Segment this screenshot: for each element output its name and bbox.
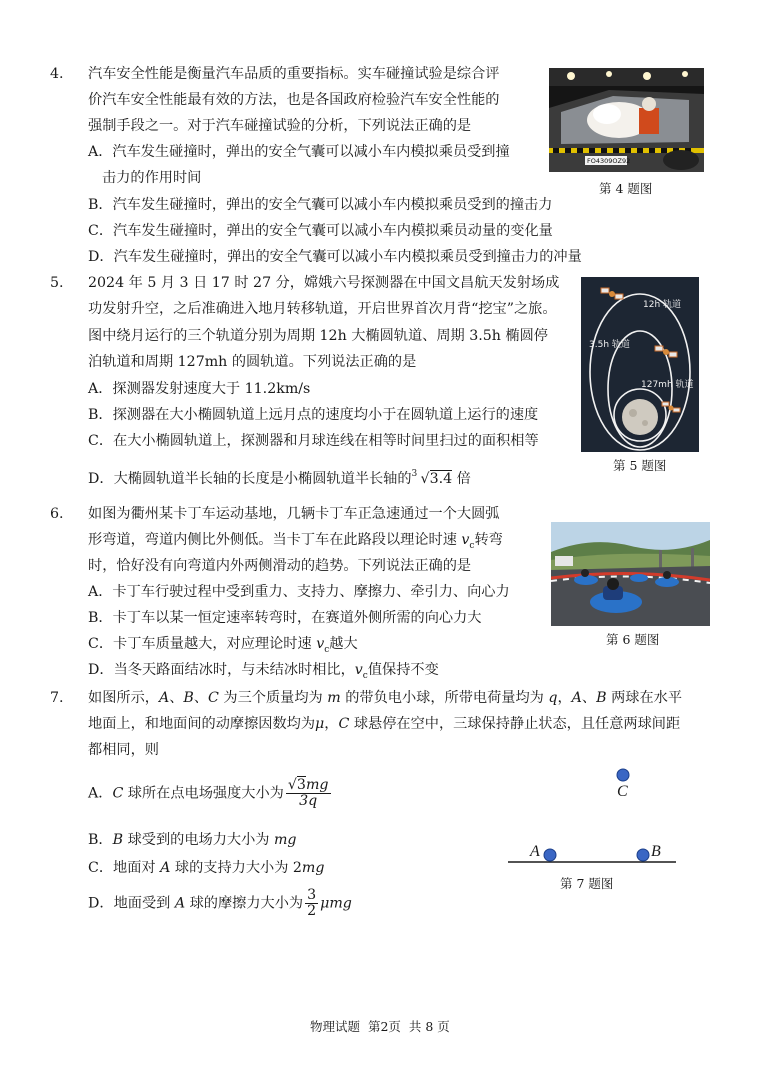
stem-text: 的带负电小球，所带电荷量均为 bbox=[340, 690, 549, 706]
radical-sign: √ bbox=[420, 471, 430, 487]
denominator: 3q bbox=[299, 793, 318, 809]
velocity-symbol: v bbox=[354, 662, 363, 678]
ball-label: A bbox=[160, 860, 171, 876]
stem-text: 球悬停在空中，三球保持静止状态，且任意两球间距 bbox=[349, 716, 681, 732]
option-d bbox=[88, 467, 471, 491]
fraction-numerator: 3 bbox=[307, 887, 317, 903]
stem-text: 、 bbox=[169, 690, 184, 706]
question-stem: 图中绕月运行的三个轨道分别为周期 12h 大椭圆轨道、周期 3.5h 椭圆停 bbox=[88, 328, 548, 344]
option-a bbox=[88, 778, 333, 809]
field-strength-fraction bbox=[286, 778, 331, 809]
question-stem: 时，恰好没有向弯道内外两侧滑动的趋势。下列说法正确的是 bbox=[88, 558, 472, 574]
question-stem: 强制手段之一。对于汽车碰撞试验的分析，下列说法正确的是 bbox=[88, 118, 472, 134]
option-b: B．卡丁车以某一恒定速率转弯时，在赛道外侧所需的向心力大 bbox=[88, 610, 482, 626]
figure-caption: 第 4 题图 bbox=[599, 181, 653, 196]
ball-a bbox=[544, 849, 556, 861]
mass-symbol: m bbox=[327, 690, 341, 706]
ball-b bbox=[637, 849, 649, 861]
force-value: mg bbox=[301, 860, 325, 876]
option-d: D．汽车发生碰撞时，弹出的安全气囊可以减小车内模拟乘员受到撞击力的冲量 bbox=[88, 249, 582, 265]
ball-label: C bbox=[208, 690, 219, 706]
crash-test-photo bbox=[549, 68, 704, 172]
option-d-text: 球的摩擦力大小为 bbox=[185, 895, 304, 912]
option-label: B． bbox=[88, 832, 113, 848]
question-stem bbox=[88, 712, 680, 736]
figure-caption: 第 5 题图 bbox=[613, 458, 667, 473]
root-index: 3 bbox=[411, 469, 418, 479]
ball-label: A bbox=[174, 895, 186, 912]
option-d-suffix: 倍 bbox=[456, 471, 471, 487]
option-c: C．汽车发生碰撞时，弹出的安全气囊可以减小车内模拟乘员动量的变化量 bbox=[88, 223, 553, 239]
velocity-subscript: c bbox=[362, 670, 368, 681]
orbit-figure bbox=[581, 277, 699, 452]
question-stem: 功发射升空，之后准确进入地月转移轨道，开启世界首次月背“挖宝”之旅。 bbox=[88, 301, 557, 317]
stem-text: 、 bbox=[193, 690, 209, 706]
option-label: A． bbox=[88, 785, 113, 802]
option-b: B．探测器在大小椭圆轨道上远月点的速度均小于在圆轨道上运行的速度 bbox=[88, 407, 539, 423]
orbit-label-12h: 12h 轨道 bbox=[643, 300, 682, 310]
force-value: μmg bbox=[320, 895, 352, 912]
stem-text: 两球在水平 bbox=[606, 690, 683, 706]
option-d-text: D．当冬天路面结冰时，与未结冰时相比， bbox=[88, 662, 355, 678]
option-a: A．汽车发生碰撞时，弹出的安全气囊可以减小车内模拟乘员受到撞 bbox=[88, 144, 510, 160]
option-b: B．汽车发生碰撞时，弹出的安全气囊可以减小车内模拟乘员受到的撞击力 bbox=[88, 197, 553, 213]
option-c-text: C．地面对 bbox=[88, 860, 161, 876]
stem-text: 、 bbox=[581, 690, 597, 706]
question-number: 6. bbox=[50, 506, 64, 522]
stem-text: 如图所示， bbox=[88, 690, 159, 706]
friction-fraction bbox=[305, 888, 318, 919]
numerator-var: mg bbox=[305, 777, 329, 793]
velocity-subscript: c bbox=[469, 540, 475, 551]
option-b-text: 球受到的电场力大小为 bbox=[123, 832, 274, 848]
kart-track-photo bbox=[551, 522, 710, 626]
question-stem bbox=[88, 686, 682, 710]
ball-label: A bbox=[571, 690, 582, 706]
question-number: 4. bbox=[50, 66, 64, 82]
sqrt-sign: √ bbox=[287, 777, 297, 793]
question-stem: 2024 年 5 月 3 日 17 时 27 分，嫦娥六号探测器在中国文昌航天发射场成 bbox=[88, 275, 560, 291]
ball-label-c: C bbox=[617, 783, 628, 800]
fraction-denominator: 2 bbox=[307, 903, 317, 919]
option-d-suffix: 值保持不变 bbox=[367, 662, 439, 678]
stem-text: 转弯 bbox=[474, 532, 503, 548]
option-c-text: 球的支持力大小为 2 bbox=[170, 860, 302, 876]
cube-root bbox=[412, 467, 453, 491]
question-stem: 汽车安全性能是衡量汽车品质的重要指标。实车碰撞试验是综合评 bbox=[88, 66, 500, 82]
option-c-text: C．卡丁车质量越大，对应理论时速 bbox=[88, 636, 312, 652]
ball-c bbox=[617, 769, 629, 781]
option-a-text: 球所在点电场强度大小为 bbox=[123, 785, 284, 802]
option-d-text: D．地面受到 bbox=[88, 895, 175, 912]
option-a: A．卡丁车行驶过程中受到重力、支持力、摩擦力、牵引力、向心力 bbox=[88, 584, 510, 600]
option-d bbox=[88, 658, 439, 688]
root-argument: 3 bbox=[296, 777, 306, 793]
option-a-continuation: 击力的作用时间 bbox=[102, 170, 202, 186]
option-d-text: D．大椭圆轨道半长轴的长度是小椭圆轨道半长轴的 bbox=[88, 471, 412, 487]
ball-label: C bbox=[338, 716, 350, 732]
stem-text: 为三个质量均为 bbox=[218, 690, 328, 706]
question-stem: 泊轨道和周期 127mh 的圆轨道。下列说法正确的是 bbox=[88, 354, 417, 370]
root-argument: 3.4 bbox=[429, 471, 453, 487]
option-d bbox=[88, 888, 352, 919]
option-b bbox=[88, 828, 297, 852]
orbit-label-3-5h: 3.5h 轨道 bbox=[589, 340, 630, 350]
ball-label-a: A bbox=[530, 843, 540, 860]
ball-label: C bbox=[112, 785, 124, 802]
question-number: 7. bbox=[50, 690, 64, 706]
friction-symbol: μ bbox=[315, 716, 325, 732]
ball-label: B bbox=[183, 690, 194, 706]
stem-text: 地面上，和地面间的动摩擦因数均为 bbox=[88, 716, 316, 732]
question-number: 5. bbox=[50, 275, 64, 291]
force-value: mg bbox=[273, 832, 297, 848]
photo-plate-text: FO4309OZ92 bbox=[587, 157, 631, 165]
velocity-subscript: c bbox=[324, 644, 330, 655]
stem-text: ， bbox=[557, 690, 572, 706]
orbit-label-127mh: 127mh 轨道 bbox=[641, 380, 694, 390]
option-c bbox=[88, 856, 324, 880]
ball-label: B bbox=[596, 690, 607, 706]
figure-caption: 第 7 题图 bbox=[560, 876, 614, 891]
figure-caption: 第 6 题图 bbox=[606, 632, 660, 647]
charge-figure bbox=[500, 760, 690, 890]
page-footer: 物理试题 第2页 共 8 页 bbox=[310, 1019, 450, 1034]
stem-text: 形弯道，弯道内侧比外侧低。当卡丁车在此路段以理论时速 bbox=[88, 532, 457, 548]
question-stem: 如图为衢州某卡丁车运动基地，几辆卡丁车正急速通过一个大圆弧 bbox=[88, 506, 500, 522]
question-stem: 价汽车安全性能最有效的方法，也是各国政府检验汽车安全性能的 bbox=[88, 92, 500, 108]
velocity-symbol: v bbox=[316, 636, 325, 652]
ball-label-b: B bbox=[651, 843, 661, 860]
option-c: C．在大小椭圆轨道上，探测器和月球连线在相等时间里扫过的面积相等 bbox=[88, 433, 539, 449]
option-a: A．探测器发射速度大于 11.2km/s bbox=[88, 381, 311, 397]
stem-text: ， bbox=[324, 716, 339, 732]
ball-label: A bbox=[158, 690, 170, 706]
option-c-suffix: 越大 bbox=[329, 636, 358, 652]
charge-symbol: q bbox=[548, 690, 558, 706]
velocity-symbol: v bbox=[461, 532, 470, 548]
ball-label: B bbox=[112, 832, 124, 848]
question-stem: 都相同，则 bbox=[88, 742, 159, 758]
